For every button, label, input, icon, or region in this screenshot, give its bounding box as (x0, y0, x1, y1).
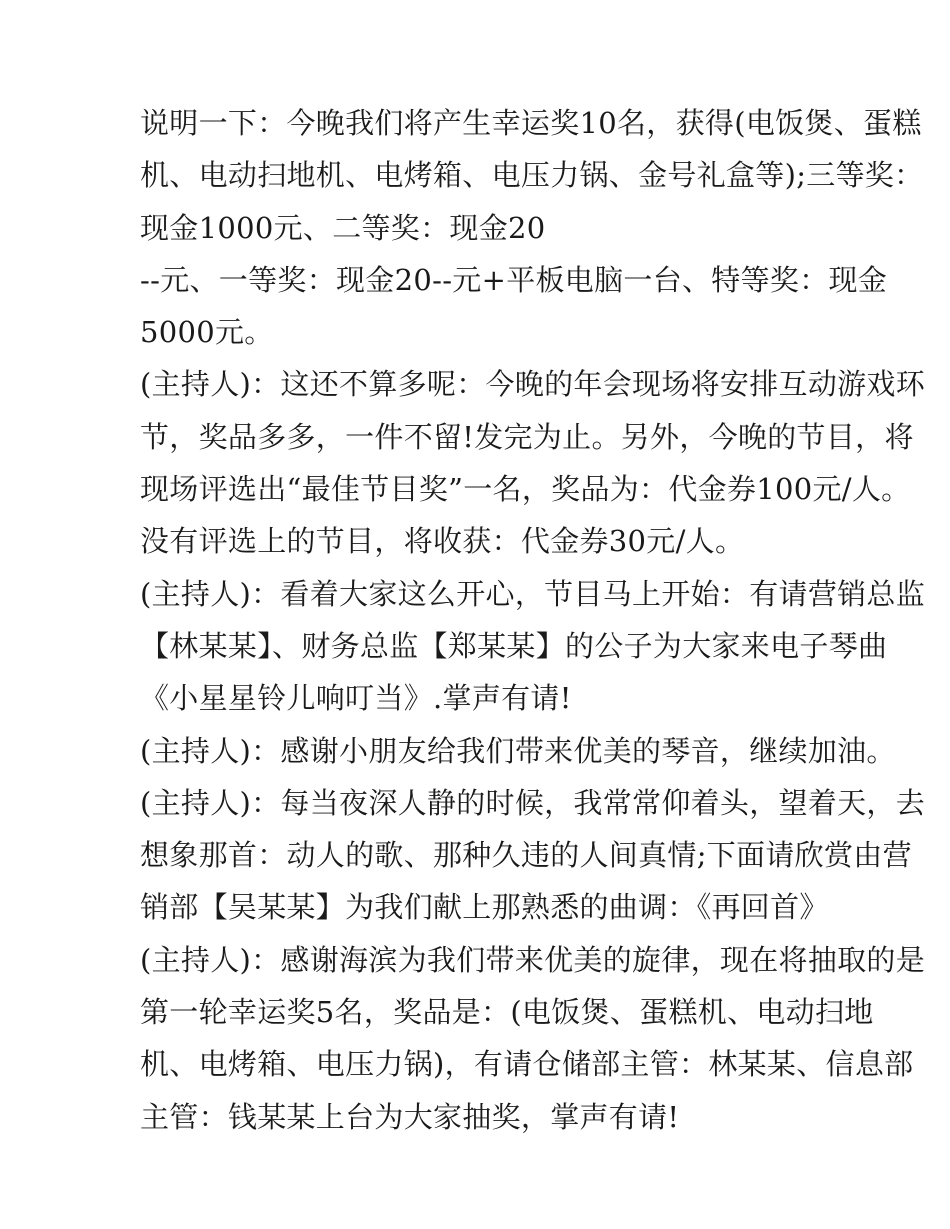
text-line-14: (主持人)：每当夜深人静的时候，我常常仰着头，望着天，去 (140, 785, 926, 820)
text-line-5: 5000元。 (140, 315, 274, 350)
text-line-11: 【林某某】、财务总监【郑某某】的公子为大家来电子琴曲 (140, 628, 888, 663)
text-line-6: (主持人)：这还不算多呢：今晚的年会现场将安排互动游戏环 (140, 367, 926, 402)
text-line-3: 现金1000元、二等奖：现金20 (140, 210, 546, 245)
text-line-10: (主持人)：看着大家这么开心，节目马上开始：有请营销总监 (140, 576, 926, 611)
text-line-17: (主持人)：感谢海滨为我们带来优美的旋律，现在将抽取的是 (140, 942, 926, 977)
text-line-13: (主持人)：感谢小朋友给我们带来优美的琴音，继续加油。 (140, 733, 896, 768)
text-line-1: 说明一下：今晚我们将产生幸运奖10名，获得(电饭煲、蛋糕 (140, 106, 922, 140)
text-line-12: 《小星星铃儿响叮当》.掌声有请! (140, 681, 572, 716)
text-line-19: 机、电烤箱、电压力锅)，有请仓储部主管：林某某、信息部 (140, 1047, 914, 1082)
text-line-18: 第一轮幸运奖5名，奖品是：(电饭煲、蛋糕机、电动扫地 (140, 995, 874, 1030)
text-line-16: 销部【吴某某】为我们献上那熟悉的曲调：《再回首》 (140, 890, 829, 925)
text-line-20: 主管：钱某某上台为大家抽奖，掌声有请! (140, 1099, 680, 1134)
text-line-15: 想象那首：动人的歌、那种久违的人间真情;下面请欣赏由营 (140, 838, 912, 873)
text-line-8: 现场评选出“最佳节目奖”一名，奖品为：代金券100元/人。 (140, 472, 911, 507)
text-line-2: 机、电动扫地机、电烤箱、电压力锅、金号礼盒等);三等奖： (140, 158, 924, 193)
text-line-9: 没有评选上的节目，将收获：代金券30元/人。 (140, 524, 745, 559)
text-line-4: --元、一等奖：现金20--元+平板电脑一台、特等奖：现金 (140, 262, 888, 297)
text-line-7: 节，奖品多多，一件不留!发完为止。另外，今晚的节目，将 (140, 419, 914, 454)
